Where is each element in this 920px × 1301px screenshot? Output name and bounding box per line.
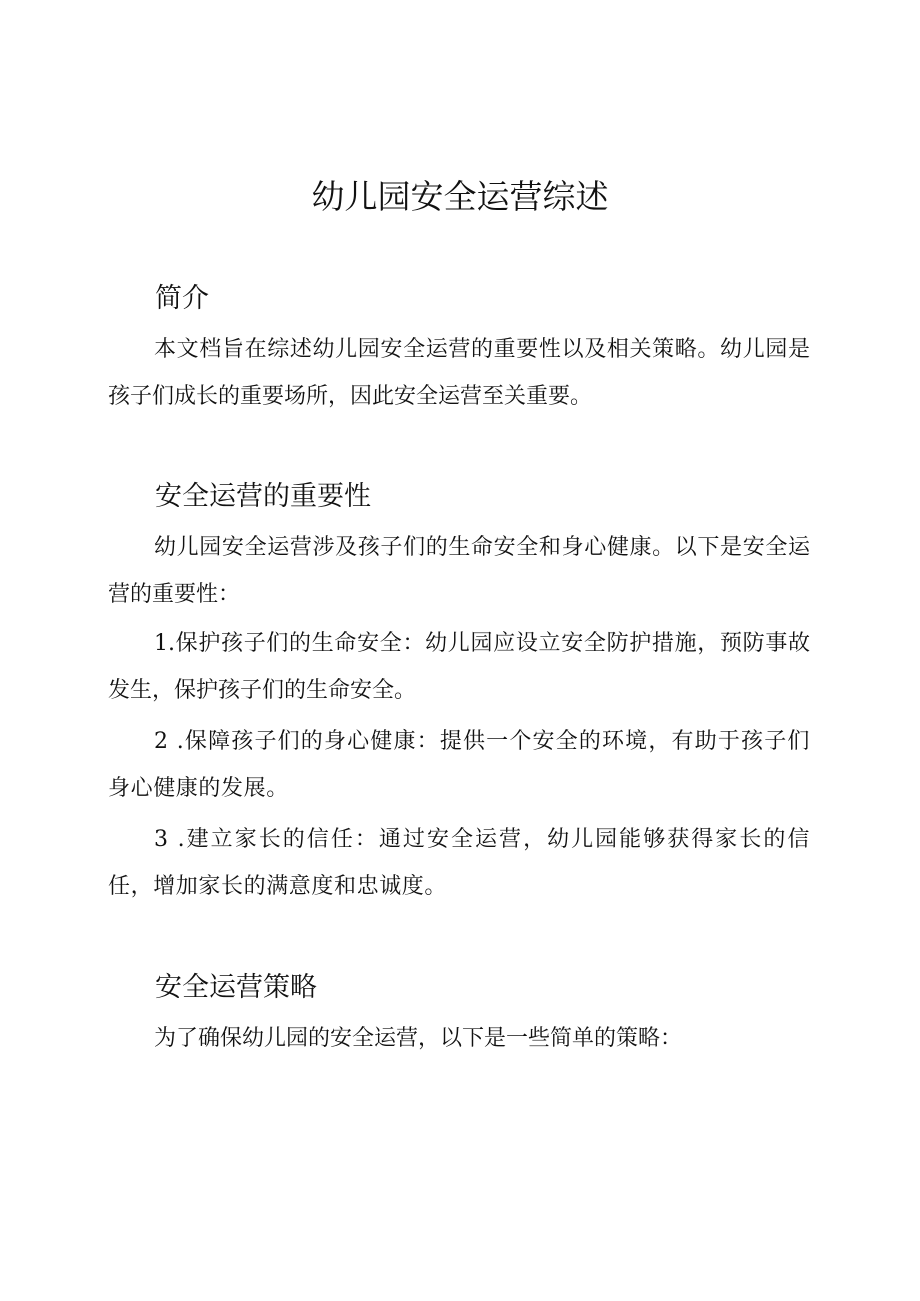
- section-heading-intro: 简介: [155, 283, 209, 314]
- section-heading-importance: 安全运营的重要性: [155, 481, 371, 512]
- section-heading-strategy: 安全运营策略: [155, 972, 317, 1003]
- intro-paragraph: 本文档旨在综述幼儿园安全运营的重要性以及相关策略。幼儿园是孩子们成长的重要场所，因此安全运营至关重要。: [108, 337, 810, 409]
- importance-list-item-3: 3 .建立家长的信任：通过安全运营，幼儿园能够获得家长的信任，增加家长的满意度和忠诚度。: [108, 827, 810, 899]
- importance-list-item-1: 1.保护孩子们的生命安全：幼儿园应设立安全防护措施，预防事故发生，保护孩子们的生命安全。: [108, 631, 810, 703]
- importance-paragraph: 幼儿园安全运营涉及孩子们的生命安全和身心健康。以下是安全运营的重要性：: [108, 535, 810, 607]
- importance-list-item-2: 2 .保障孩子们的身心健康：提供一个安全的环境，有助于孩子们身心健康的发展。: [108, 729, 810, 801]
- strategy-paragraph: 为了确保幼儿园的安全运营，以下是一些简单的策略：: [154, 1026, 683, 1051]
- document-title: 幼儿园安全运营综述: [311, 177, 609, 216]
